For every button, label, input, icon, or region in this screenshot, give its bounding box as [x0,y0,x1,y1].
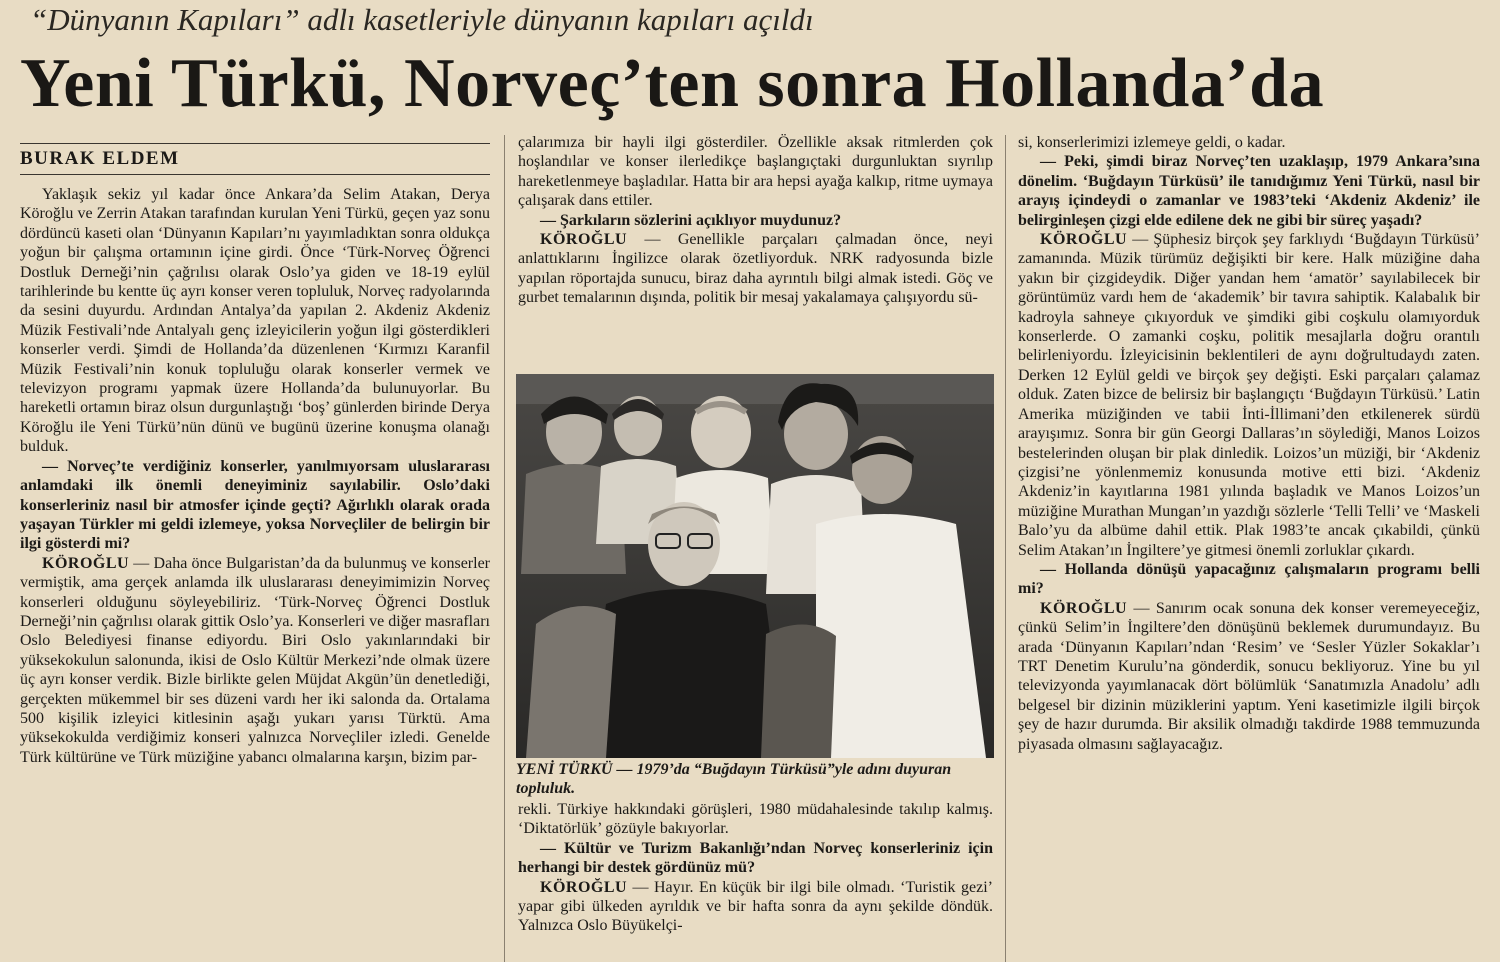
speaker-label: KÖROĞLU [1040,231,1128,249]
answer-1 [20,554,490,767]
answer-text: — Hayır. En küçük bir ilgi bile olmadı. ‘Turistik gezi’ yapar gibi ülkeden ayrıldık ve bir hafta sonra da aynı şekilde döndük. Yalnızca Oslo Büyükelçi- [518,878,993,935]
column-2-bottom [518,800,993,962]
continued-paragraph-3: si, konserlerimizi izlemeye geldi, o kadar. [1018,134,1286,151]
answer-4 [1018,230,1480,560]
intro-paragraph: Yaklaşık sekiz yıl kadar önce Ankara’da Selim Atakan, Derya Köroğlu ve Zerrin Atakan tarafından kurulan Yeni Türkü, geçen yaz sonu dördüncü kaseti olan ‘Dünyanın Kapıları’nı yayımladıktan sonra oldukça yoğun bir çalışma ortamının içine girdi. Önce ‘Türk-Norveç Öğrenci Dostluk Derneği’nin çağrılısı olarak Oslo’ya giden ve 18-19 eylül tarihlerinde bu kentte üç ayrı konser veren topluluk, Norveç radyolarında da sesini duyurdu. Ardından Antalya’da yapılan 2. Akdeniz Akdeniz Müzik Festivali’nde Antalyalı genç izleyicilerin yoğun ilgi gösterdikleri konserler verdi. Şimdi de Hollanda’da düzenlenen ‘Kırmızı Karanfil Müzik Festivali’nin konuk topluluğu olarak konserler vermek ve televizyon programı yapmak üzere Hollanda’da bulunuyorlar. Bu hareketli ortamın biraz olsun durgunlaştığı ‘boş’ günlerden birinde Derya Köroğlu ile Yeni Türkü’nün dünü ve bugünü üzerine konuşma olanağı bulduk. [20,186,490,456]
question-3: — Kültür ve Turizm Bakanlığı’ndan Norveç konserleriniz için herhangi bir destek gördünüz mü? [518,839,993,877]
byline: BURAK ELDEM [20,143,490,175]
kicker-subheadline: “Dünyanın Kapıları” adlı kasetleriyle dünyanın kapıları açıldı [30,2,814,37]
answer-text: — Sanırım ocak sonuna dek konser veremeyeceğiz, çünkü Selim’in İngiltere’den dönüşünü beklemek durumundayız. Bu arada ‘Dünyanın Kapıları’ndan ‘Resim’ ve ‘Sesler Yüzler Sokaklar’ı TRT Denetim Kurulu’na gönderdik, sonucu bekliyoruz. Yine bu yıl televizyonda yayımlanacak dört bölümlük ‘Sanatımızla Anadolu’ adlı belgesel bir dizinin müziklerini yaptım. Yeni kasetimizle ilgili birçok şey de hazır durumda. Bir aksilik olmadığı takdirde 1988 temmuzunda piyasada olmasını sağlayacağız. [1018,599,1480,753]
question-5: — Hollanda dönüşü yapacağınız çalışmaların programı belli mi? [1018,560,1480,598]
speaker-label: KÖROĞLU [42,554,130,572]
speaker-label: KÖROĞLU [540,878,628,896]
question-4: — Peki, şimdi biraz Norveç’ten uzaklaşıp, 1979 Ankara’sına dönelim. ‘Buğdayın Türküsü’ ile tanıdığımız Yeni Türkü, nasıl bir arayış içindeydi o zamanlar ve 1983’teki ‘Akdeniz Akdeniz’ ile belirginleşen çizgi elde edilene dek ne gibi bir süreç yaşadı? [1018,153,1480,229]
answer-5 [1018,599,1480,754]
column-2-top [518,133,993,371]
column-rule-1 [504,135,505,962]
photo-caption: YENİ TÜRKÜ — 1979’da “Buğdayın Türküsü”yle adını duyuran topluluk. [516,761,952,797]
answer-text: — Şüphesiz birçok şey farklıydı ‘Buğdayın Türküsü’ zamanında. Müzik türümüz değişikti bir kere. Halk müziğine daha yakın bir çizgideydik. Diğer yandan hem ‘amatör’ sayılabilecek bir görüntümüz vardı hem de ‘akademik’ bir tavıra sahiptik. Kalabalık bir kadroyla sahneye çıkıyorduk ve şimdiki gibi coşkulu olamıyorduk konserlerde. O zamanki coşku, politik mesajlarla doğru orantılı belirleniyordu. İzleyicisinin beklentileri de aynı doğrultudaydı zaten. Derken 12 Eylül geldi ve birçok şey değişti. Eski parçaları çalamaz olduk. Zaten bizce de belirsiz bir başlangıçtı ‘Buğdayın Türküsü.’ Latin Amerika müziğinden ve tabii İnti-İllimani’den etkilenerek sürdü arayışımız. Sonra bir gün Georgi Dallaras’ın söylediği, Manos Loizos bestelerinden oluşan bir plak dinledik. Loizos’un müziği, bir ‘Akdeniz çizgisi’ne yönlenmemiz konusunda motive etti bizi. ‘Akdeniz Akdeniz’in kayıtlarına 1981 yılında başladık ve Manos Loizos’un müziğine Murathan Mungan’ın yazdığı sözlerle ‘Telli Telli’ ve ‘Maskeli Balo’yu da albüme dahil ettik. Plak 1983’te ancak çıkabildi, çünkü Selim Atakan’ın İngiltere’ye gitmesi önemli zorluklar çıkardı. [1018,231,1480,559]
question-2: — Şarkıların sözlerini açıklıyor muydunuz? [540,211,842,229]
column-rule-2 [1005,135,1006,962]
column-3 [1018,133,1480,962]
continued-paragraph-2: rekli. Türkiye hakkındaki görüşleri, 1980 müdahalesinde takılıp kalmış. ‘Diktatörlük’ gözüyle bakıyorlar. [518,801,993,838]
answer-text: — Genellikle parçaları çalmadan önce, neyi anlattıklarını İngilizce olarak özetliyorduk. NRK radyosunda bizle yapılan röportajda sunucu, biraz daha ayrıntılı bilgi almak istedi. Göç ve gurbet temalarının dışında, politik bir mesaj yakalamaya çalışıyordu sü- [518,231,993,307]
band-photo [516,374,994,758]
question-1: — Norveç’te verdiğiniz konserler, yanılmıyorsam uluslararası anlamdaki ilk önemli deneyiminiz sayılabilir. Oslo’daki konserleriniz nasıl bir atmosfer içinde geçti? Ağırlıklı olarak orada yaşayan Türkler mi geldi izlemeye, yoksa Norveçliler de belirgin bir ilgi gösterdi mi? [20,457,490,553]
continued-paragraph: çalarımıza bir hayli ilgi gösterdiler. Özellikle aksak ritmlerden çok hoşlandılar ve konser ilerledikçe başlangıçtaki durgunluktan sıyrılıp hareketlenmeye başladılar. Hatta bir ara hepsi ayağa kalkıp, ritme uymaya çalışarak dans ettiler. [518,134,993,210]
answer-3 [518,878,993,936]
speaker-label: KÖROĞLU [1040,599,1128,617]
band-photo-illustration [516,374,994,758]
headline: Yeni Türkü, Norveç’ten sonra Hollanda’da [20,45,1325,122]
answer-2 [518,230,993,308]
column-1 [20,185,490,962]
answer-text: — Daha önce Bulgaristan’da da bulunmuş ve konserler vermiştik, ama gerçek anlamda ilk uluslararası deneyimimizin Norveç konserleri olduğunu söyleyebiliriz. ‘Türk-Norveç Öğrenci Dostluk Derneği’nin çağrılısı olarak gittik Oslo’ya. Konserleri ve diğer masrafları Oslo Belediyesi finanse ediyordu. Biri Oslo yakınlarındaki bir yüksekokulun salonunda, ikisi de Oslo Kültür Merkezi’nde olmak üzere üç ayrı konser verdik. Bizle birlikte gelen Müjdat Akgün’ün denetlediği, gerçekten mükemmel bir ses düzeni vardı her iki salonda da. Ortalama 500 kişilik izleyici kitlesinin aşağı yukarı yarısı Türktü. Ama yüksekokulda verdiğimiz konseri yalnızca Norveçliler izledi. Genelde Türk kültürüne ve Türk müziğine yabancı olmalarına karşın, bizim par- [20,554,490,766]
speaker-label: KÖROĞLU [540,231,628,249]
